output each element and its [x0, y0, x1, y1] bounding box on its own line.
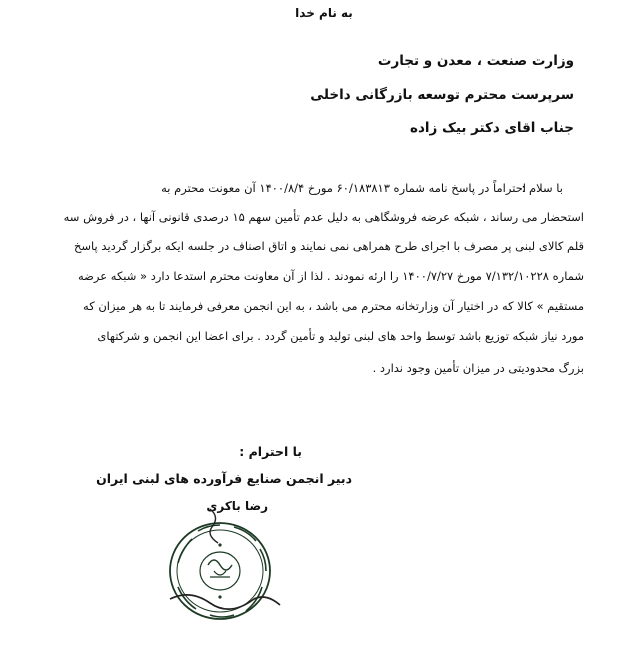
body-line: بزرگ محدودیتی در میزان تأمین وجود ندارد .: [372, 361, 584, 375]
signatory-title: دبیر انجمن صنایع فرآورده های لبنی ایران: [96, 471, 352, 486]
addressee-department: سرپرست محترم توسعه بازرگانی داخلی: [310, 87, 574, 103]
body-line: احتراماً در پاسخ نامه شماره ۶۰/۱۸۳۸۱۳ مورخ ۱۴۰۰/۸/۴ آن معونت محترم به: [161, 181, 526, 195]
body-line: شماره ۷/۱۳۲/۱۰۲۲۸ مورخ ۱۴۰۰/۷/۲۷ را ارئه نمودند . لذا از آن معاونت محترم استدعا دارد « شبکه عرضه: [77, 269, 584, 283]
association-stamp: [150, 505, 300, 630]
stamp-center-ring: [200, 552, 240, 590]
stamp-dot: [218, 543, 221, 546]
stamp-emblem: [208, 560, 232, 570]
letter-greeting: با سلام :: [521, 181, 563, 195]
body-line: مستقیم » کالا که در اختیار آن وزارتخانه محترم می باشد ، به این انجمن معرفی فرمایند تا به هر میزان که: [83, 299, 584, 313]
closing-salutation: با احترام :: [239, 444, 302, 459]
signatory-name: رضا باکری: [206, 499, 268, 513]
invocation-heading: به نام خدا: [295, 6, 353, 20]
stamp-outer-ring: [170, 523, 270, 619]
body-line: استحضار می رساند ، شبکه عرضه فروشگاهی به دلیل عدم تأمین سهم ۱۵ درصدی قانونی آنها ، در فروش سه: [63, 210, 584, 224]
body-line: قلم کالای لبنی پر مصرف با اجرای طرح همراهی نمی نمایند و اتاق اصناف در جلسه ایکه برگزار گردید پاسخ: [73, 239, 584, 253]
body-line: مورد نیاز شبکه توزیع باشد توسط واحد های لبنی تولید و تأمین گردد . برای اعضا این انجمن و شرکتهای: [97, 329, 584, 343]
addressee-ministry: وزارت صنعت ، معدن و تجارت: [377, 53, 574, 69]
stamp-emblem-detail: [210, 571, 230, 577]
addressee-recipient: جناب اقای دکتر بیک زاده: [410, 120, 574, 136]
stamp-dot: [218, 595, 221, 598]
